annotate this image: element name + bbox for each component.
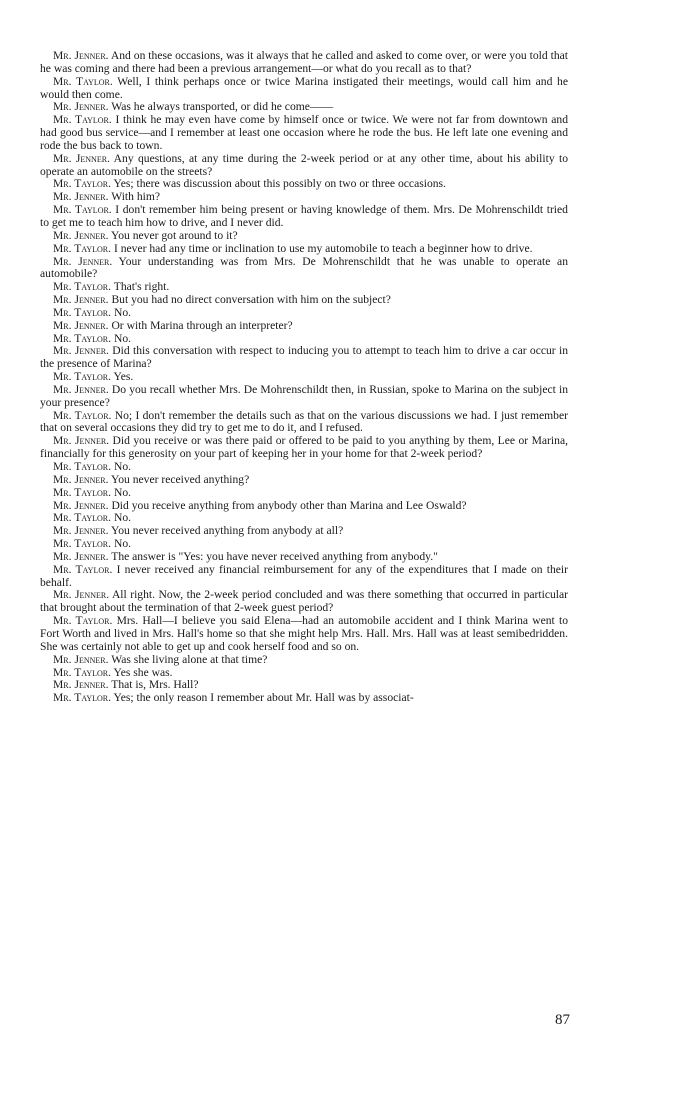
speaker-label: Mr. Jenner. (53, 434, 110, 448)
testimony-text: No; I don't remember the details such as that on the various discussions we had. I just remember that on several occasions they did try to get me to do it, and I refused. (40, 408, 568, 435)
speaker-label: Mr. Taylor. (53, 74, 113, 88)
testimony-paragraph (40, 410, 568, 436)
testimony-paragraph (40, 564, 568, 590)
testimony-text: But you had no direct conversation with him on the subject? (111, 293, 391, 307)
testimony-text: Or with Marina through an interpreter? (111, 318, 293, 332)
testimony-paragraph (40, 384, 568, 410)
speaker-label: Mr. Taylor. (53, 280, 112, 294)
speaker-label: Mr. Jenner. (53, 254, 113, 268)
speaker-label: Mr. Jenner. (53, 228, 109, 242)
testimony-text: With him? (111, 190, 161, 204)
speaker-label: Mr. Jenner. (53, 524, 109, 538)
testimony-text: Mrs. Hall—I believe you said Elena—had an automobile accident and I think Marina went to Fort Worth and lived in Mrs. Hall's home so that she might help Mrs. Hall. Mrs. Hall was at least semibedridden. She was certainly not able to get up and cook herself food and so on. (40, 614, 568, 653)
testimony-text: And on these occasions, was it always that he called and asked to come over, or were you told that he was coming and there had been a previous arrangement—or what do you recall as to that? (40, 49, 568, 75)
testimony-paragraph (40, 692, 568, 705)
testimony-text: Did you receive or was there paid or offered to be paid to you anything by them, Lee or Marina, financially for this generosity on your part of keeping her in your home for that 2-week period? (40, 434, 568, 461)
testimony-text: Any questions, at any time during the 2-week period or at any other time, about his ability to operate an automobile on the streets? (40, 151, 568, 178)
speaker-label: Mr. Taylor. (53, 485, 112, 499)
speaker-label: Mr. Jenner. (53, 588, 110, 602)
speaker-label: Mr. Jenner. (53, 190, 109, 204)
testimony-text: No. (113, 485, 132, 499)
testimony-paragraph (40, 50, 568, 76)
testimony-text: I never received any financial reimbursement for any of the expenditures that I made on their behalf. (40, 562, 568, 589)
speaker-label: Mr. Jenner. (53, 100, 109, 114)
speaker-label: Mr. Jenner. (53, 151, 110, 165)
speaker-label: Mr. Jenner. (53, 382, 109, 396)
testimony-text: All right. Now, the 2-week period concluded and was there something that occurred in particular that brought about the termination of that 2-week guest period? (40, 588, 568, 615)
testimony-text: You never received anything? (111, 472, 250, 486)
speaker-label: Mr. Jenner. (53, 49, 109, 62)
speaker-label: Mr. Taylor. (53, 331, 112, 345)
speaker-label: Mr. Taylor. (53, 203, 112, 217)
speaker-label: Mr. Taylor. (53, 113, 112, 127)
speaker-label: Mr. Taylor. (53, 614, 113, 628)
testimony-text: That's right. (113, 280, 170, 294)
testimony-text: No. (113, 331, 132, 345)
testimony-text: No. (113, 537, 132, 551)
testimony-text: You never received anything from anybody at all? (111, 524, 344, 538)
testimony-text: That is, Mrs. Hall? (111, 678, 199, 692)
testimony-text: Yes. (113, 370, 134, 384)
testimony-text: You never got around to it? (111, 228, 238, 242)
testimony-paragraph (40, 615, 568, 654)
testimony-text: No. (113, 305, 132, 319)
testimony-text: The answer is "Yes: you have never received anything from anybody." (111, 549, 438, 563)
testimony-paragraph (40, 204, 568, 230)
speaker-label: Mr. Taylor. (53, 460, 112, 473)
speaker-label: Mr. Jenner. (53, 318, 109, 332)
page-number: 87 (555, 1012, 570, 1028)
testimony-text: Did this conversation with respect to inducing you to attempt to teach him to drive a car occur in the presence of Marina? (40, 344, 568, 371)
testimony-text: No. (113, 460, 132, 473)
testimony-text: Well, I think perhaps once or twice Marina instigated their meetings, would call him and he would then come. (40, 74, 568, 101)
speaker-label: Mr. Taylor. (53, 305, 112, 319)
speaker-label: Mr. Jenner. (53, 293, 109, 307)
transcript-page (40, 50, 568, 705)
testimony-text: Your understanding was from Mrs. De Mohrenschildt that he was unable to operate an automobile? (40, 254, 568, 281)
speaker-label: Mr. Jenner. (53, 498, 109, 512)
speaker-label: Mr. Jenner. (53, 344, 109, 358)
testimony-paragraph (40, 589, 568, 615)
testimony-text: I never had any time or inclination to use my automobile to teach a beginner how to drive. (113, 241, 533, 255)
testimony-text: I don't remember him being present or having knowledge of them. Mrs. De Mohrenschildt tried to get me to teach him how to drive, and I never did. (40, 203, 568, 229)
speaker-label: Mr. Jenner. (53, 652, 109, 666)
testimony-text: Yes; there was discussion about this possibly on two or three occasions. (113, 177, 446, 191)
testimony-paragraph (40, 256, 568, 282)
testimony-text: I think he may even have come by himself once or twice. We were not far from downtown and had good bus service—and I remember at least one occasion where he rode the bus. He left late one evening and rode the bus back to town. (40, 113, 568, 152)
speaker-label: Mr. Taylor. (53, 408, 112, 422)
speaker-label: Mr. Taylor. (53, 691, 112, 705)
testimony-paragraph (40, 345, 568, 371)
testimony-paragraph (40, 435, 568, 461)
testimony-text: Yes she was. (113, 665, 173, 679)
speaker-label: Mr. Taylor. (53, 241, 112, 255)
speaker-label: Mr. Taylor. (53, 370, 112, 384)
testimony-paragraph (40, 114, 568, 153)
testimony-text: Was she living alone at that time? (111, 652, 268, 666)
testimony-text: Was he always transported, or did he come—— (111, 100, 334, 114)
speaker-label: Mr. Taylor. (53, 537, 112, 551)
testimony-text: No. (113, 511, 132, 525)
testimony-paragraph (40, 153, 568, 179)
speaker-label: Mr. Jenner. (53, 678, 109, 692)
testimony-paragraph (40, 76, 568, 102)
testimony-text: Yes; the only reason I remember about Mr. Hall was by associat- (113, 691, 414, 705)
testimony-text: Did you receive anything from anybody other than Marina and Lee Oswald? (111, 498, 467, 512)
speaker-label: Mr. Jenner. (53, 472, 109, 486)
speaker-label: Mr. Taylor. (53, 562, 113, 576)
speaker-label: Mr. Taylor. (53, 177, 112, 191)
speaker-label: Mr. Taylor. (53, 511, 112, 525)
testimony-text: Do you recall whether Mrs. De Mohrenschildt then, in Russian, spoke to Marina on the subject in your presence? (40, 382, 568, 409)
speaker-label: Mr. Taylor. (53, 665, 112, 679)
speaker-label: Mr. Jenner. (53, 549, 109, 563)
testimony-body (40, 50, 568, 705)
